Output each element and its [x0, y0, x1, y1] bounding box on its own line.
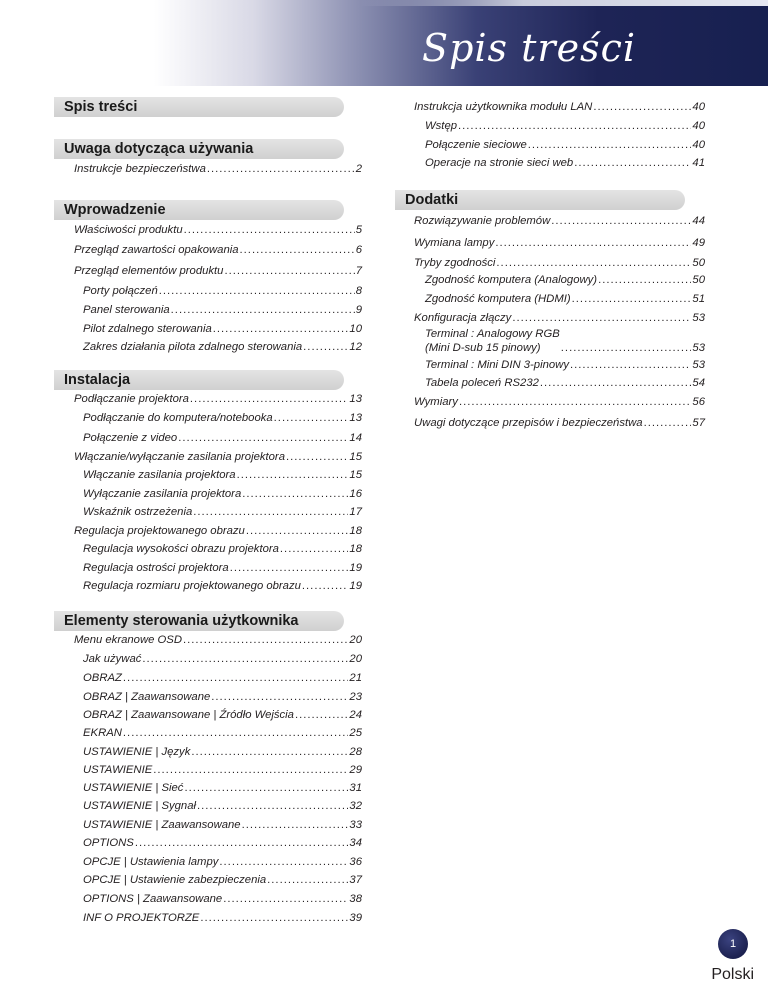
toc-entry-title: Tryby zgodności	[414, 257, 496, 269]
dot-leader	[528, 138, 692, 152]
toc-entry-title: Regulacja rozmiaru projektowanego obrazu	[83, 580, 301, 592]
toc-entry[interactable]	[83, 322, 362, 336]
dot-leader	[274, 411, 349, 425]
toc-entry[interactable]	[83, 303, 362, 317]
dot-leader	[230, 561, 349, 575]
toc-entry-page: 17	[349, 506, 362, 518]
toc-entry-title: USTAWIENIE | Sygnał	[83, 800, 197, 812]
dot-leader	[190, 392, 349, 406]
toc-entry-page: 56	[692, 396, 705, 408]
toc-entry-title: Regulacja ostrości projektora	[83, 562, 229, 574]
toc-entry[interactable]	[83, 431, 362, 445]
dot-leader	[223, 892, 348, 906]
toc-entry-title: Wstęp	[425, 120, 458, 132]
toc-entry[interactable]	[83, 487, 362, 501]
toc-entry[interactable]	[83, 505, 362, 519]
toc-entry[interactable]	[83, 561, 362, 575]
toc-entry[interactable]	[74, 392, 362, 406]
toc-entry[interactable]	[74, 243, 362, 257]
dot-leader	[561, 341, 692, 355]
toc-entry-page: 10	[349, 323, 362, 335]
dot-leader	[123, 726, 349, 740]
toc-entry-title: Rozwiązywanie problemów	[414, 215, 551, 227]
toc-entry-page: 9	[355, 304, 362, 316]
toc-entry[interactable]	[83, 726, 362, 740]
toc-entry[interactable]	[425, 376, 705, 390]
toc-entry-title: Porty połączeń	[83, 285, 158, 297]
toc-entry-title: Zgodność komputera (HDMI)	[425, 293, 571, 305]
toc-entry-page: 37	[349, 874, 362, 886]
dot-leader	[593, 100, 691, 114]
toc-entry-title: Wymiana lampy	[414, 237, 495, 249]
toc-entry[interactable]	[83, 763, 362, 777]
toc-entry-page: 8	[355, 285, 362, 297]
toc-entry[interactable]	[425, 358, 705, 372]
toc-entry[interactable]	[414, 256, 705, 270]
toc-entry-title: Uwagi dotyczące przepisów i bezpieczeństwa	[414, 417, 643, 429]
toc-entry-title: Tabela poleceń RS232	[425, 377, 539, 389]
dot-leader	[540, 376, 692, 390]
toc-entry[interactable]	[83, 671, 362, 685]
toc-entry[interactable]	[83, 818, 362, 832]
toc-entry-page: 51	[692, 293, 705, 305]
toc-entry-title: OBRAZ | Zaawansowane	[83, 691, 211, 703]
toc-entry-page: 2	[355, 163, 362, 175]
dot-leader	[242, 487, 348, 501]
toc-entry-title: Wskaźnik ostrzeżenia	[83, 506, 193, 518]
toc-entry-title: USTAWIENIE | Język	[83, 746, 191, 758]
toc-entry-title: EKRAN	[83, 727, 122, 739]
toc-entry[interactable]	[414, 100, 705, 114]
toc-entry-page: 54	[692, 377, 705, 389]
dot-leader	[551, 214, 691, 228]
toc-entry-page: 24	[349, 709, 362, 721]
section-header: Dodatki	[395, 190, 685, 210]
toc-entry-page: 15	[349, 451, 362, 463]
toc-entry-page: 49	[692, 237, 705, 249]
toc-entry[interactable]	[83, 542, 362, 556]
page-title: Spis treści	[422, 26, 636, 70]
toc-entry[interactable]	[83, 781, 362, 795]
toc-entry-page: 15	[349, 469, 362, 481]
toc-entry-title: OPTIONS	[83, 837, 134, 849]
dot-leader	[178, 431, 348, 445]
toc-entry[interactable]	[83, 579, 362, 593]
page-number-badge: 1	[718, 929, 748, 959]
dot-leader	[303, 340, 348, 354]
toc-entry-page: 34	[349, 837, 362, 849]
header-banner	[0, 0, 768, 86]
toc-entry[interactable]	[83, 892, 362, 906]
toc-entry[interactable]	[74, 450, 362, 464]
dot-leader	[598, 273, 691, 287]
toc-entry[interactable]	[83, 652, 362, 666]
dot-leader	[142, 652, 348, 666]
toc-entry-title: Przegląd elementów produktu	[74, 265, 224, 277]
toc-entry-page: 21	[349, 672, 362, 684]
toc-entry-title: Instrukcja użytkownika modułu LAN	[414, 101, 593, 113]
dot-leader	[572, 292, 692, 306]
toc-entry-title: OBRAZ	[83, 672, 122, 684]
toc-entry-page: 18	[349, 543, 362, 555]
toc-entry-title: Wyłączanie zasilania projektora	[83, 488, 242, 500]
toc-entry-page: 53	[692, 359, 705, 371]
toc-entry-title: USTAWIENIE | Zaawansowane	[83, 819, 241, 831]
toc-entry-page: 12	[349, 341, 362, 353]
toc-entry-page: 41	[692, 157, 705, 169]
toc-entry[interactable]	[414, 236, 705, 250]
dot-leader	[171, 303, 355, 317]
toc-entry-title: Podłączanie projektora	[74, 393, 189, 405]
dot-leader	[495, 236, 691, 250]
toc-entry-title: Regulacja wysokości obrazu projektora	[83, 543, 279, 555]
toc-entry[interactable]	[425, 156, 705, 170]
dot-leader	[574, 156, 691, 170]
toc-entry[interactable]	[74, 223, 362, 237]
toc-entry[interactable]	[83, 836, 362, 850]
toc-entry-page: 40	[692, 120, 705, 132]
toc-entry-title: Panel sterowania	[83, 304, 170, 316]
toc-entry[interactable]	[83, 284, 362, 298]
dot-leader	[153, 763, 348, 777]
toc-entry-page: 40	[692, 101, 705, 113]
toc-entry-title: Połączenie z video	[83, 432, 178, 444]
dot-leader	[184, 223, 355, 237]
dot-leader	[183, 633, 348, 647]
toc-entry-title: Zgodność komputera (Analogowy)	[425, 274, 598, 286]
toc-entry[interactable]	[83, 873, 362, 887]
toc-entry[interactable]	[414, 416, 705, 430]
toc-entry[interactable]	[83, 911, 362, 925]
dot-leader	[496, 256, 691, 270]
toc-entry-page: 20	[349, 653, 362, 665]
toc-entry-page: 16	[349, 488, 362, 500]
toc-entry-page: 13	[349, 393, 362, 405]
dot-leader	[570, 358, 691, 372]
toc-entry-page: 13	[349, 412, 362, 424]
dot-leader	[191, 745, 348, 759]
toc-entry[interactable]	[74, 162, 362, 176]
toc-entry[interactable]	[425, 327, 705, 355]
toc-entry-page: 44	[692, 215, 705, 227]
dot-leader	[644, 416, 692, 430]
toc-entry-page: 28	[349, 746, 362, 758]
toc-entry-page: 40	[692, 139, 705, 151]
toc-entry[interactable]	[83, 468, 362, 482]
toc-entry[interactable]	[74, 524, 362, 538]
toc-entry-title: OBRAZ | Zaawansowane | Źródło Wejścia	[83, 709, 294, 721]
toc-entry[interactable]	[425, 273, 705, 287]
toc-entry-page: 50	[692, 257, 705, 269]
toc-entry-page: 33	[349, 819, 362, 831]
dot-leader	[240, 243, 355, 257]
language-label: Polski	[711, 966, 754, 983]
toc-entry-page: 19	[349, 580, 362, 592]
toc-entry-title: OPCJE | Ustawienia lampy	[83, 856, 219, 868]
toc-entry-title: Włączanie/wyłączanie zasilania projektora	[74, 451, 285, 463]
dot-leader	[159, 284, 355, 298]
section-header: Elementy sterowania użytkownika	[54, 611, 344, 631]
toc-entry-page: 29	[349, 764, 362, 776]
toc-entry-title: Konfiguracja złączy	[414, 312, 512, 324]
dot-leader	[224, 264, 354, 278]
toc-entry[interactable]	[414, 395, 705, 409]
toc-entry[interactable]	[425, 138, 705, 152]
toc-entry[interactable]	[425, 292, 705, 306]
toc-entry-title: Terminal : Mini DIN 3-pinowy	[425, 359, 569, 371]
toc-entry-page: 53	[692, 342, 705, 354]
toc-entry-title: USTAWIENIE | Sieć	[83, 782, 184, 794]
toc-entry-title: Jak używać	[83, 653, 142, 665]
toc-entry-title: Wymiary	[414, 396, 458, 408]
dot-leader	[207, 162, 355, 176]
dot-leader	[211, 690, 348, 704]
dot-leader	[286, 450, 348, 464]
toc-entry-title: Połączenie sieciowe	[425, 139, 527, 151]
toc-entry-title: Terminal : Analogowy RGB (Mini D-sub 15 pinowy)	[425, 328, 560, 354]
toc-entry-page: 32	[349, 800, 362, 812]
dot-leader	[459, 395, 691, 409]
dot-leader	[302, 579, 349, 593]
toc-entry-title: USTAWIENIE	[83, 764, 153, 776]
dot-leader	[197, 799, 348, 813]
toc-entry-page: 57	[692, 417, 705, 429]
toc-entry-page: 53	[692, 312, 705, 324]
toc-entry-page: 20	[349, 634, 362, 646]
toc-entry[interactable]	[83, 745, 362, 759]
dot-leader	[512, 311, 691, 325]
toc-entry-page: 50	[692, 274, 705, 286]
toc-entry-page: 31	[349, 782, 362, 794]
toc-entry[interactable]	[83, 411, 362, 425]
toc-entry-title: Pilot zdalnego sterowania	[83, 323, 212, 335]
toc-entry[interactable]	[414, 214, 705, 228]
toc-entry-page: 7	[355, 265, 362, 277]
toc-entry-page: 23	[349, 691, 362, 703]
toc-entry[interactable]	[414, 311, 705, 325]
toc-entry-page: 6	[355, 244, 362, 256]
dot-leader	[458, 119, 691, 133]
toc-entry-page: 18	[349, 525, 362, 537]
section-header: Instalacja	[54, 370, 344, 390]
toc-entry-title: INF O PROJEKTORZE	[83, 912, 200, 924]
toc-entry[interactable]	[74, 264, 362, 278]
toc-entry-title: OPTIONS | Zaawansowane	[83, 893, 223, 905]
toc-entry-page: 39	[349, 912, 362, 924]
toc-entry[interactable]	[83, 690, 362, 704]
toc-entry-title: Operacje na stronie sieci web	[425, 157, 574, 169]
toc-entry-title: OPCJE | Ustawienie zabezpieczenia	[83, 874, 267, 886]
toc-entry[interactable]	[83, 855, 362, 869]
toc-entry-page: 5	[355, 224, 362, 236]
dot-leader	[193, 505, 348, 519]
dot-leader	[280, 542, 349, 556]
toc-entry-title: Przegląd zawartości opakowania	[74, 244, 239, 256]
toc-entry[interactable]	[83, 799, 362, 813]
toc-entry-title: Włączanie zasilania projektora	[83, 469, 236, 481]
toc-entry[interactable]	[74, 633, 362, 647]
dot-leader	[123, 671, 349, 685]
toc-entry-title: Zakres działania pilota zdalnego sterowania	[83, 341, 303, 353]
toc-entry[interactable]	[425, 119, 705, 133]
section-header: Wprowadzenie	[54, 200, 344, 220]
dot-leader	[200, 911, 348, 925]
toc-entry-page: 25	[349, 727, 362, 739]
toc-entry-page: 36	[349, 856, 362, 868]
header-stripe	[360, 0, 768, 6]
dot-leader	[242, 818, 349, 832]
dot-leader	[184, 781, 348, 795]
dot-leader	[135, 836, 349, 850]
dot-leader	[295, 708, 348, 722]
toc-entry-title: Podłączanie do komputera/notebooka	[83, 412, 273, 424]
section-header: Spis treści	[54, 97, 344, 117]
dot-leader	[246, 524, 349, 538]
section-header: Uwaga dotycząca używania	[54, 139, 344, 159]
toc-entry-title: Właściwości produktu	[74, 224, 183, 236]
toc-entry-page: 19	[349, 562, 362, 574]
toc-entry-page: 14	[349, 432, 362, 444]
toc-entry-title: Regulacja projektowanego obrazu	[74, 525, 245, 537]
toc-entry-page: 38	[349, 893, 362, 905]
toc-entry[interactable]	[83, 708, 362, 722]
dot-leader	[213, 322, 349, 336]
toc-entry-title: Instrukcje bezpieczeństwa	[74, 163, 206, 175]
dot-leader	[219, 855, 348, 869]
dot-leader	[237, 468, 349, 482]
toc-entry-title: Menu ekranowe OSD	[74, 634, 182, 646]
dot-leader	[267, 873, 348, 887]
toc-entry[interactable]	[83, 340, 362, 354]
